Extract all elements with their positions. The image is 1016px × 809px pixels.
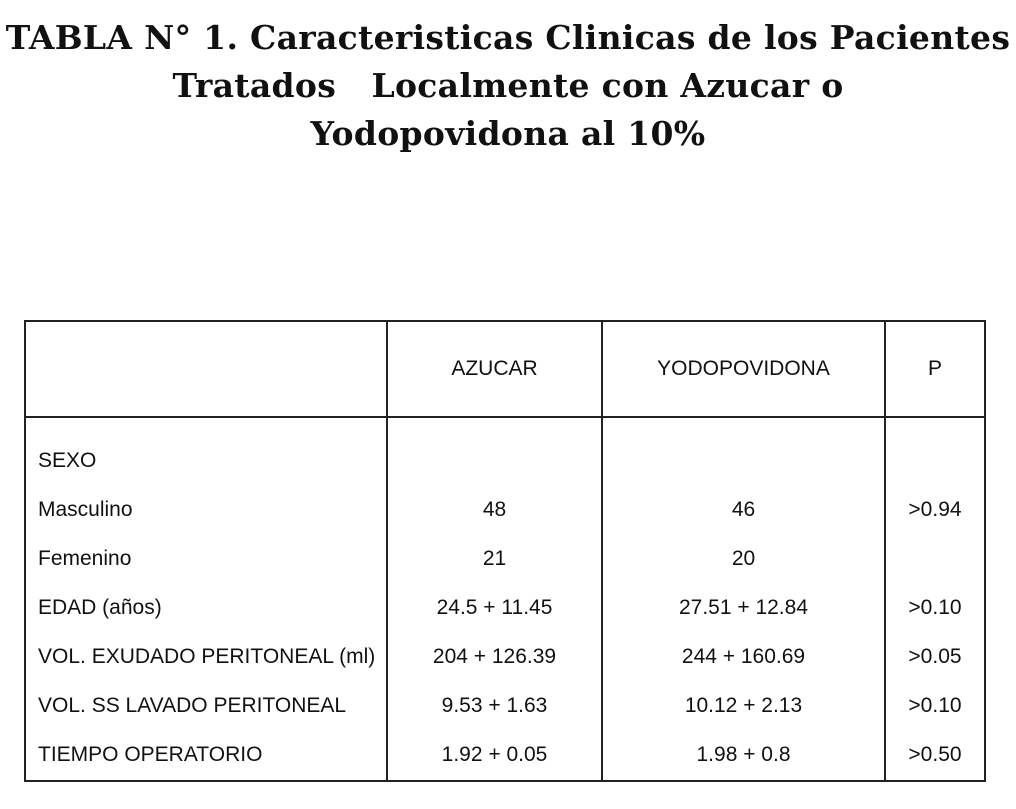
cell-p xyxy=(885,535,985,584)
header-cell-yodopovidona: YODOPOVIDONA xyxy=(602,321,885,417)
cell-azucar: 21 xyxy=(387,535,602,584)
title-line-2: Tratados Localmente con Azucar o xyxy=(172,66,844,105)
header-cell-empty xyxy=(25,321,387,417)
table-row xyxy=(25,682,985,731)
cell-yodopovidona: 46 xyxy=(602,486,885,535)
cell-yodopovidona: 10.12 + 2.13 xyxy=(602,682,885,731)
table-row xyxy=(25,417,985,486)
cell-yodopovidona: 1.98 + 0.8 xyxy=(602,731,885,781)
cell-azucar: 204 + 126.39 xyxy=(387,633,602,682)
table-row xyxy=(25,633,985,682)
title-line-3: Yodopovidona al 10% xyxy=(310,114,706,153)
cell-azucar: 24.5 + 11.45 xyxy=(387,584,602,633)
cell-p: >0.05 xyxy=(908,645,962,669)
row-label: Femenino xyxy=(25,535,387,584)
row-label: VOL. EXUDADO PERITONEAL (ml) xyxy=(25,633,387,682)
table-body xyxy=(25,417,985,781)
table-header xyxy=(25,321,985,417)
table-row xyxy=(25,486,985,535)
header-cell-azucar: AZUCAR xyxy=(387,321,602,417)
cell-azucar: 9.53 + 1.63 xyxy=(387,682,602,731)
row-label: Masculino xyxy=(25,486,387,535)
cell-p: >0.94 xyxy=(908,498,962,522)
header-row xyxy=(25,321,985,417)
cell-yodopovidona: 20 xyxy=(602,535,885,584)
cell-azucar: 1.92 + 0.05 xyxy=(387,731,602,781)
table-row xyxy=(25,584,985,633)
cell-azucar xyxy=(387,417,602,486)
row-label: EDAD (años) xyxy=(25,584,387,633)
header-cell-p: P xyxy=(885,321,985,417)
table-row xyxy=(25,535,985,584)
row-label: SEXO xyxy=(25,417,387,486)
row-label: TIEMPO OPERATORIO xyxy=(25,731,387,781)
cell-p: >0.10 xyxy=(908,694,962,718)
cell-p xyxy=(885,417,985,486)
table-row xyxy=(25,731,985,781)
cell-yodopovidona: 27.51 + 12.84 xyxy=(602,584,885,633)
table-title xyxy=(0,14,1016,158)
cell-p: >0.10 xyxy=(908,596,962,620)
cell-yodopovidona: 244 + 160.69 xyxy=(602,633,885,682)
row-label: VOL. SS LAVADO PERITONEAL xyxy=(25,682,387,731)
cell-yodopovidona xyxy=(602,417,885,486)
clinical-characteristics-table xyxy=(24,320,986,782)
title-line-1: TABLA N° 1. Caracteristicas Clinicas de los Pacientes xyxy=(5,18,1011,57)
cell-p: >0.50 xyxy=(908,743,962,767)
cell-azucar: 48 xyxy=(387,486,602,535)
